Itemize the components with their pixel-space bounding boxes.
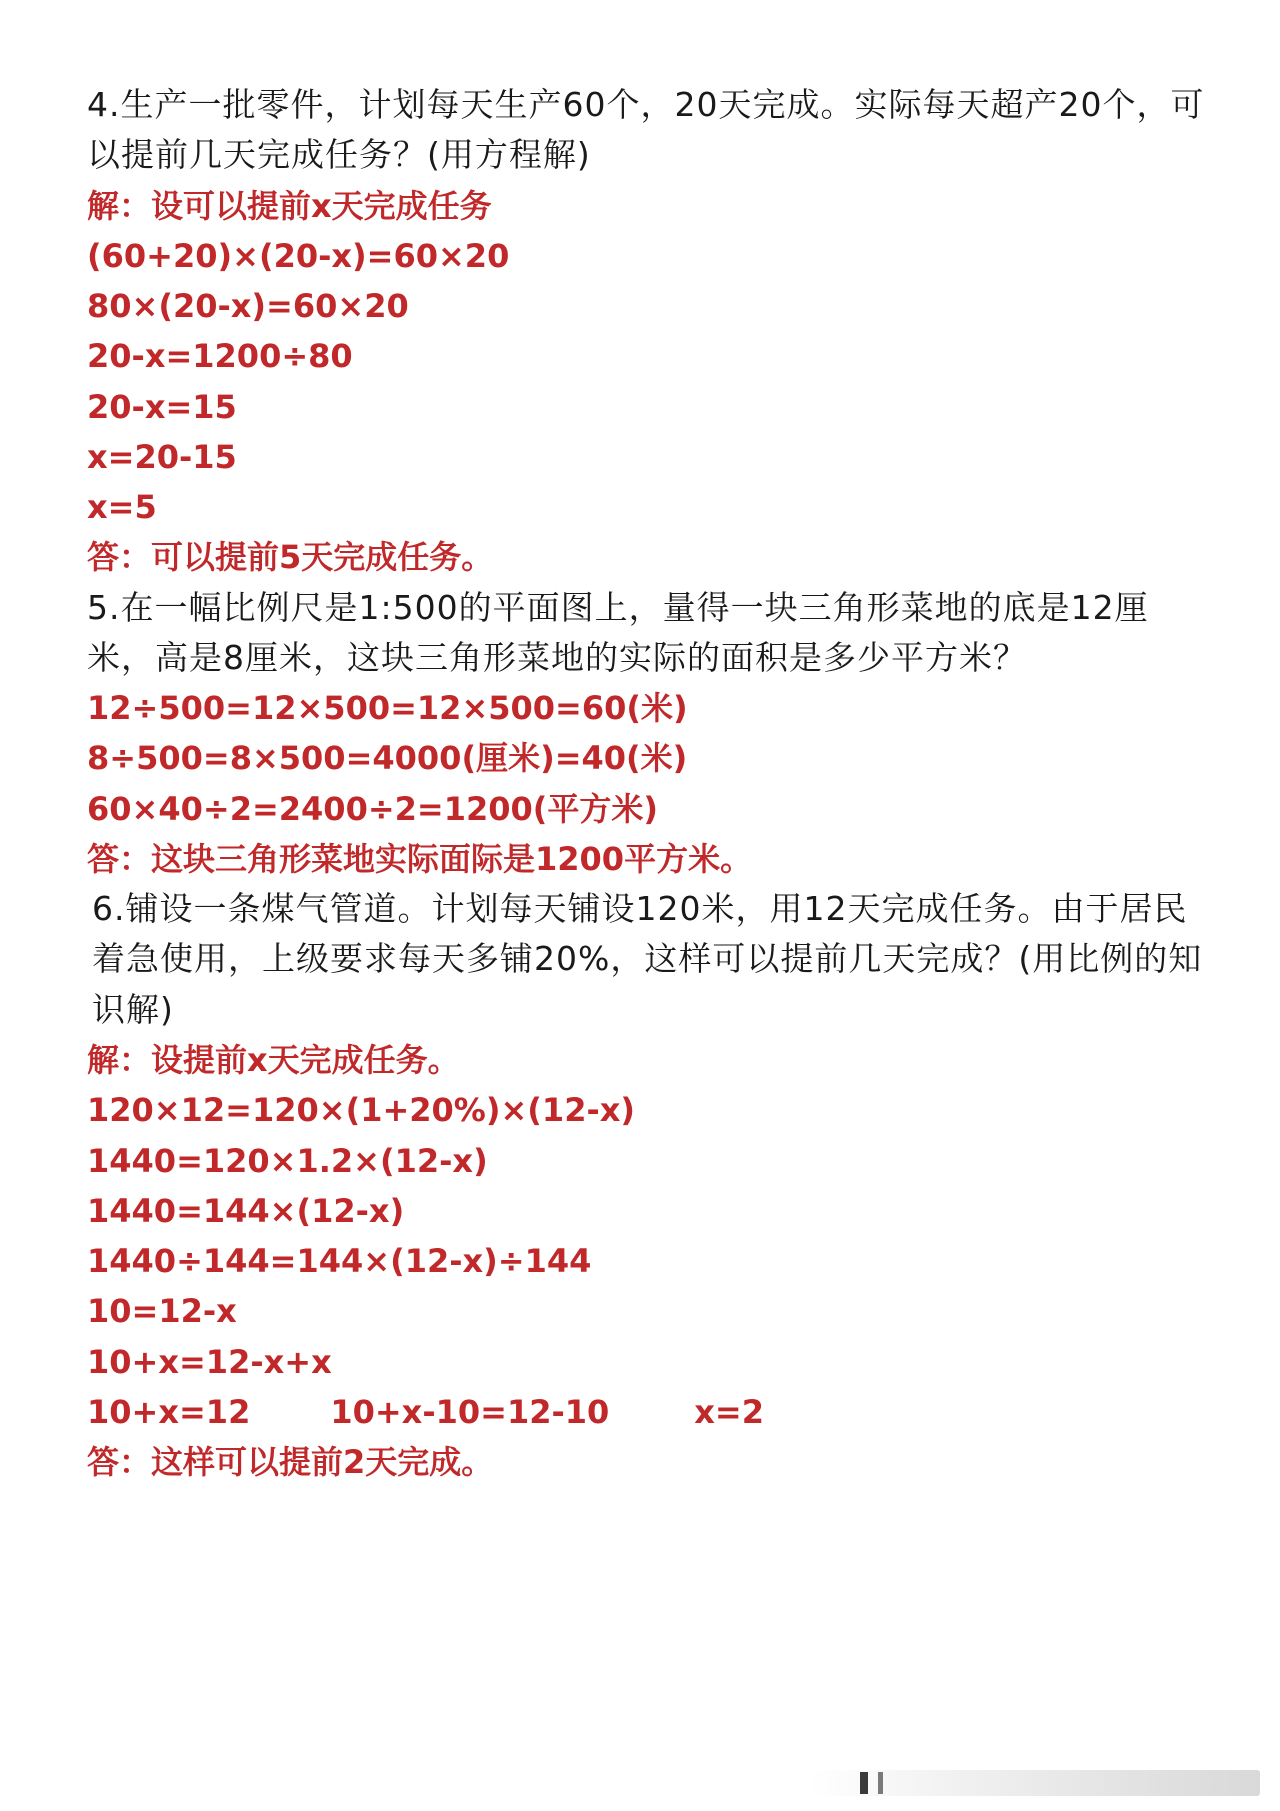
problem-6-solution-step: 1440=144×(12-x): [87, 1192, 405, 1230]
bottom-decorative-strip: [810, 1770, 1260, 1796]
problem-5-solution-step: 60×40÷2=2400÷2=1200(平方米): [87, 790, 659, 828]
problem-6-solution-step: 10+x=12-x+x: [87, 1343, 332, 1381]
problem-6-question-line-3: 识解): [92, 990, 174, 1029]
problem-6-solution-step: 10=12-x: [87, 1292, 237, 1330]
problem-5-question-line-2: 米，高是8厘米，这块三角形菜地的实际的面积是多少平方米？: [87, 638, 1027, 677]
strip-mark: [860, 1772, 868, 1794]
problem-5-solution-step: 12÷500=12×500=12×500=60(米): [87, 689, 688, 727]
problem-6-answer: 答：这样可以提前2天完成。: [87, 1443, 494, 1481]
problem-6-solution-step: 1440÷144=144×(12-x)÷144: [87, 1242, 592, 1280]
problem-5-solution-step: 8÷500=8×500=4000(厘米)=40(米): [87, 739, 688, 777]
problem-6-solution-step: 120×12=120×(1+20%)×(12-x): [87, 1091, 635, 1129]
problem-5-question-line-1: 5.在一幅比例尺是1:500的平面图上，量得一块三角形菜地的底是12厘: [87, 588, 1149, 627]
problem-6-question-line-1: 6.铺设一条煤气管道。计划每天铺设120米，用12天完成任务。由于居民: [92, 889, 1188, 928]
problem-5-answer: 答：这块三角形菜地实际面际是1200平方米。: [87, 840, 753, 878]
problem-4-question-line-2: 以提前几天完成任务？(用方程解): [87, 135, 591, 174]
problem-4-solution-step: 20-x=15: [87, 388, 237, 426]
problem-4-solution-step: 80×(20-x)=60×20: [87, 287, 409, 325]
problem-6-solution-step: 1440=120×1.2×(12-x): [87, 1142, 488, 1180]
problem-4-solution-step: (60+20)×(20-x)=60×20: [87, 237, 510, 275]
problem-6-question-line-2: 着急使用，上级要求每天多铺20%，这样可以提前几天完成？(用比例的知: [92, 939, 1203, 978]
problem-4-answer: 答：可以提前5天完成任务。: [87, 538, 494, 576]
problem-4-solution-result: x=5: [87, 488, 157, 526]
problem-6-final-result: x=2: [694, 1393, 764, 1431]
problem-4-solution-step: 20-x=1200÷80: [87, 337, 353, 375]
problem-6-final-step-2: 10+x-10=12-10: [330, 1393, 610, 1431]
problem-4-solution-step: x=20-15: [87, 438, 237, 476]
problem-6-solution-setup: 解：设提前x天完成任务。: [87, 1041, 460, 1079]
problem-4-question-line-1: 4.生产一批零件，计划每天生产60个，20天完成。实际每天超产20个，可: [87, 85, 1205, 124]
problem-4-solution-setup: 解：设可以提前x天完成任务: [87, 187, 492, 225]
problem-6-final-step-1: 10+x=12: [87, 1393, 251, 1431]
strip-mark: [878, 1772, 883, 1794]
